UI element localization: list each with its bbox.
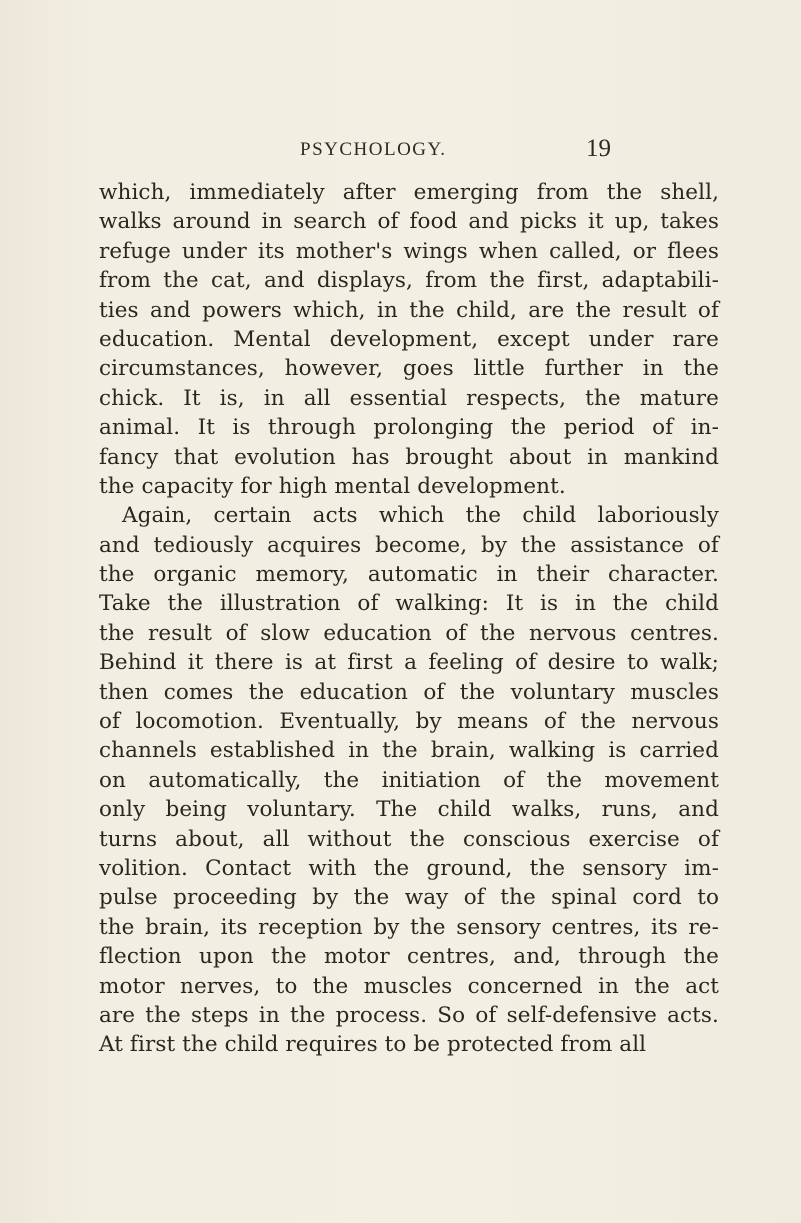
text-line: ties and powers which, in the child, are the result of bbox=[99, 297, 719, 323]
text-line: Behind it there is at first a feeling of desire to walk; bbox=[99, 650, 719, 676]
paragraph-2 bbox=[99, 501, 719, 1059]
page-number: 19 bbox=[586, 135, 611, 162]
text-line: pulse proceeding by the way of the spinal cord to bbox=[99, 885, 719, 911]
text-line: flection upon the motor centres, and, through the bbox=[99, 944, 719, 970]
text-line: walks around in search of food and picks it up, takes bbox=[99, 209, 719, 235]
running-head bbox=[0, 135, 801, 169]
text-line: fancy that evolution has brought about in mankind bbox=[99, 444, 719, 470]
text-line: the organic memory, automatic in their character. bbox=[99, 562, 719, 588]
text-line: are the steps in the process. So of self-defensive acts. bbox=[99, 1002, 719, 1028]
text-line: only being voluntary. The child walks, runs, and bbox=[99, 797, 719, 823]
text-line: volition. Contact with the ground, the sensory im- bbox=[99, 855, 719, 881]
text-line: turns about, all without the conscious exercise of bbox=[99, 826, 719, 852]
text-line: motor nerves, to the muscles concerned in the act bbox=[99, 973, 719, 999]
text-line: Take the illustration of walking: It is in the child bbox=[99, 591, 719, 617]
text-line: chick. It is, in all essential respects, the mature bbox=[99, 385, 719, 411]
body-text bbox=[99, 178, 719, 1060]
text-line: which, immediately after emerging from the shell, bbox=[99, 180, 719, 205]
text-line: and tediously acquires become, by the assistance of bbox=[99, 532, 719, 558]
text-line: from the cat, and displays, from the first, adaptabili- bbox=[99, 268, 719, 294]
text-line: education. Mental development, except under rare bbox=[99, 326, 719, 352]
text-line: refuge under its mother's wings when called, or flees bbox=[99, 238, 719, 264]
paragraph-1 bbox=[99, 178, 719, 501]
text-line: of locomotion. Eventually, by means of the nervous bbox=[99, 709, 719, 735]
text-line: Again, certain acts which the child laboriously bbox=[122, 503, 719, 529]
text-line: circumstances, however, goes little further in the bbox=[99, 356, 719, 382]
text-line: animal. It is through prolonging the period of in- bbox=[99, 415, 719, 441]
text-line: channels established in the brain, walking is carried bbox=[99, 738, 719, 764]
text-line: then comes the education of the voluntary muscles bbox=[99, 679, 719, 705]
text-line: the capacity for high mental development. bbox=[99, 473, 566, 499]
text-line: the result of slow education of the nervous centres. bbox=[99, 620, 719, 646]
running-title: PSYCHOLOGY. bbox=[300, 139, 447, 160]
text-line: the brain, its reception by the sensory centres, its re- bbox=[99, 914, 719, 940]
text-line: on automatically, the initiation of the movement bbox=[99, 767, 719, 793]
text-line: At first the child requires to be protected from all bbox=[99, 1032, 647, 1058]
